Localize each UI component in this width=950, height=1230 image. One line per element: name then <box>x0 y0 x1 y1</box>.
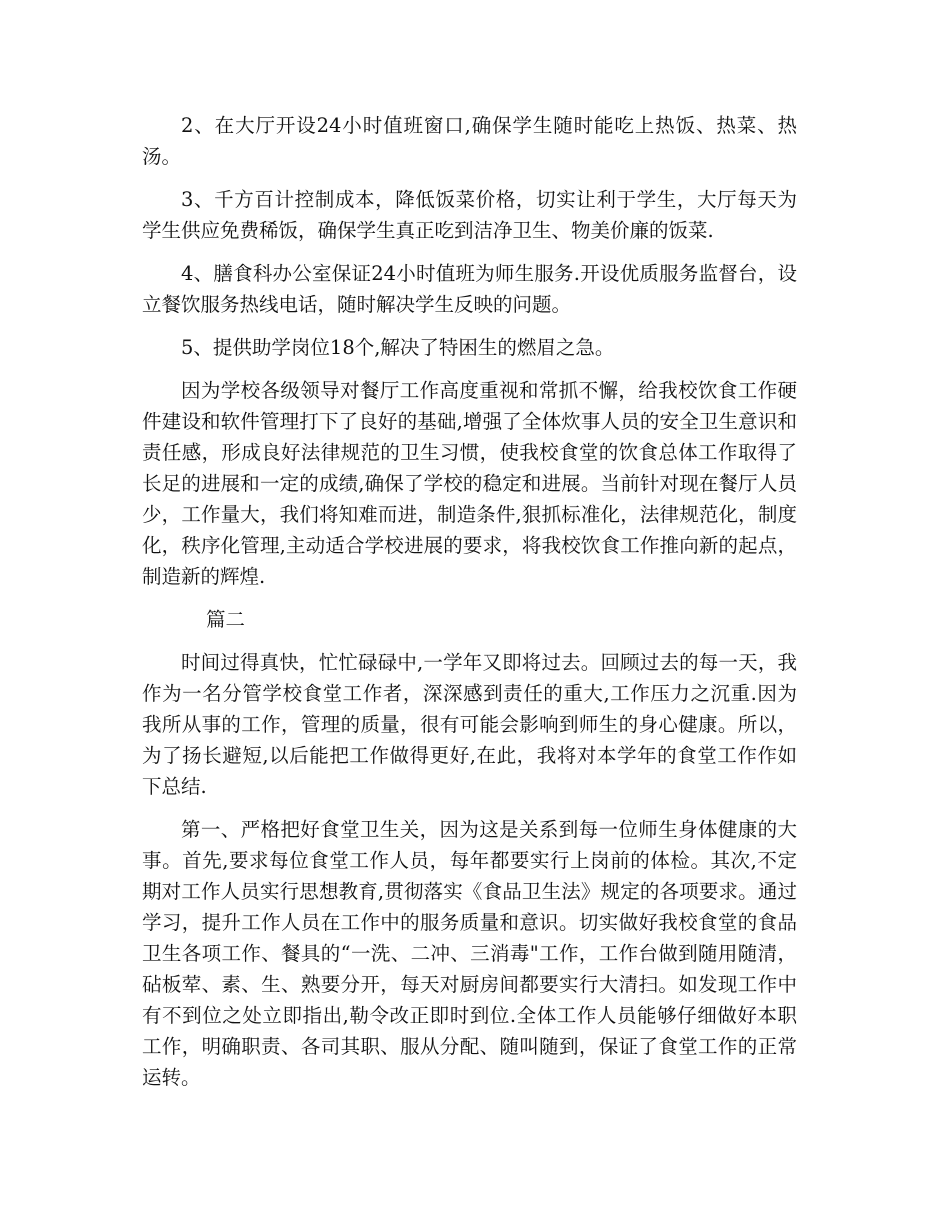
paragraph-intro-part2: 时间过得真快，忙忙碌碌中,一学年又即将过去。回顾过去的每一天，我作为一名分管学校食堂工作者，深深感到责任的重大,工作压力之沉重.因为我所从事的工作，管理的质量，很有可能会影响到师生的身心健康。所以，为了扬长避短,以后能把工作做得更好,在此，我将对本学年的食堂工作作如下总结. <box>142 651 797 798</box>
paragraph-item-2: 2、在大厅开设24小时值班窗口,确保学生随时能吃上热饭、热菜、热汤。 <box>142 114 797 168</box>
paragraph-hygiene: 第一、严格把好食堂卫生关，因为这是关系到每一位师生身体健康的大事。首先,要求每位食堂工作人员，每年都要实行上岗前的体检。其次,不定期对工作人员实行思想教育,贯彻落实《食品卫生法》规定的各项要求。通过学习，提升工作人员在工作中的服务质量和意识。切实做好我校食堂的食品卫生各项工作、餐具的“一洗、二冲、三消毒"工作，工作台做到随用随清，砧板荤、素、生、熟要分开，每天对厨房间都要实行大清扫。如发现工作中有不到位之处立即指出,勒令改正即时到位.全体工作人员能够仔细做好本职工作，明确职责、各司其职、服从分配、随叫随到，保证了食堂工作的正常运转。 <box>142 818 797 1089</box>
paragraph-item-5: 5、提供助学岗位18个,解决了特困生的燃眉之急。 <box>181 336 615 359</box>
paragraph-item-4: 4、膳食科办公室保证24小时值班为师生服务.开设优质服务监督台，设立餐饮服务热线电话，随时解决学生反映的问题。 <box>142 262 797 316</box>
paragraph-item-3: 3、千方百计控制成本，降低饭菜价格，切实让利于学生，大厅每天为学生供应免费稀饭，确保学生真正吃到洁净卫生、物美价廉的饭菜. <box>142 188 797 242</box>
paragraph-summary: 因为学校各级领导对餐厅工作高度重视和常抓不懈，给我校饮食工作硬件建设和软件管理打下了良好的基础,增强了全体炊事人员的安全卫生意识和责任感，形成良好法律规范的卫生习惯，使我校食堂的饮食总体工作取得了长足的进展和一定的成绩,确保了学校的稳定和进展。当前针对现在餐厅人员少，工作量大，我们将知难而进，制造条件,狠抓标准化，法律规范化，制度化，秩序化管理,主动适合学校进展的要求，将我校饮食工作推向新的起点，制造新的辉煌. <box>142 379 797 588</box>
document-body <box>142 110 797 1105</box>
section-heading: 篇二 <box>206 608 246 631</box>
